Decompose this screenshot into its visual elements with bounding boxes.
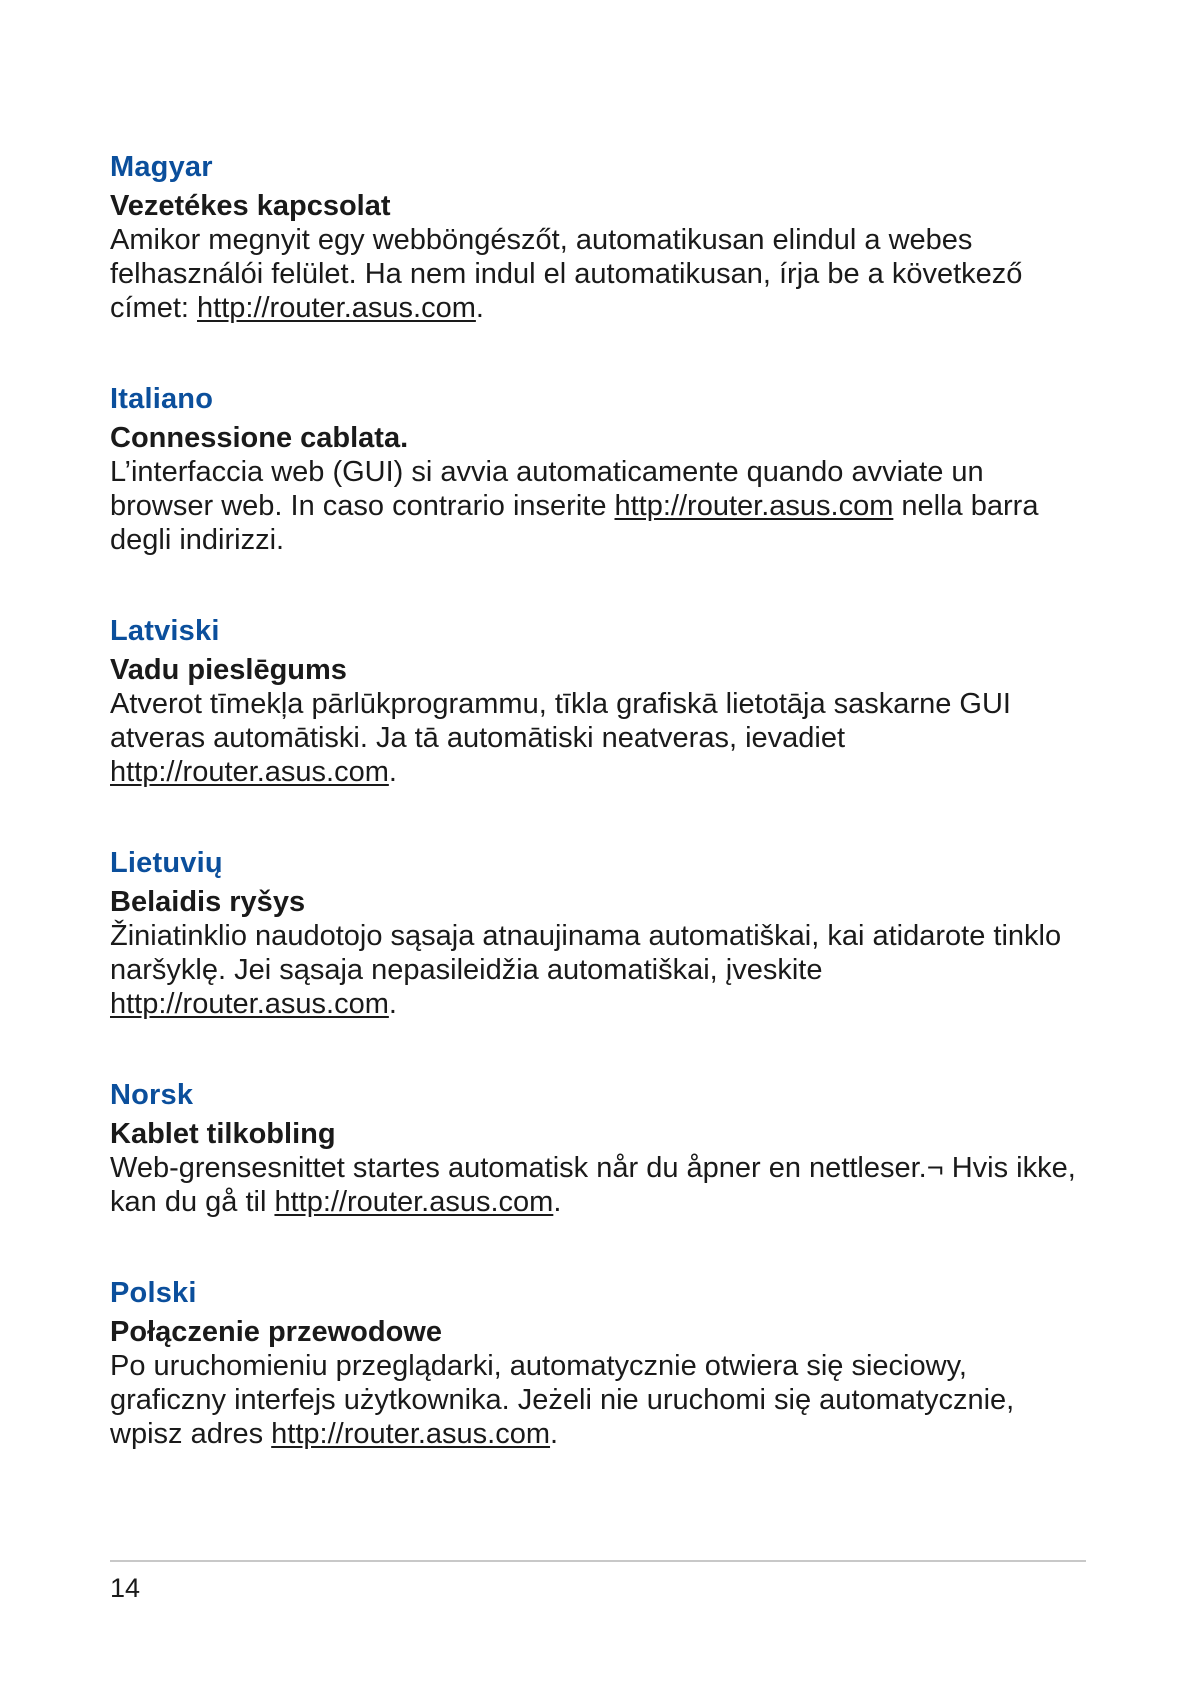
section-polski bbox=[110, 1276, 1090, 1451]
paragraph-text: Atverot tīmekļa pārlūkprogrammu, tīkla grafiskā lietotāja saskarne GUI atveras automātiski. Ja tā automātiski neatveras, ievadiet bbox=[110, 688, 1011, 754]
language-heading: Polski bbox=[110, 1277, 197, 1309]
section-norsk bbox=[110, 1078, 1090, 1219]
paragraph-text-end: nella barra degli indirizzi. bbox=[110, 490, 1039, 556]
section-paragraph bbox=[110, 1151, 1090, 1219]
router-url-link[interactable]: http://router.asus.com bbox=[614, 490, 894, 522]
paragraph-text: L’interfaccia web (GUI) si avvia automaticamente quando avviate un browser web. In caso contrario inserite bbox=[110, 456, 984, 522]
page-number: 14 bbox=[110, 1573, 141, 1603]
paragraph-text-end: . bbox=[550, 1418, 559, 1450]
section-paragraph bbox=[110, 455, 1090, 557]
paragraph-text: Web-grensesnittet startes automatisk når du åpner en nettleser.¬ Hvis ikke, kan du gå til bbox=[110, 1152, 1076, 1218]
section-magyar bbox=[110, 150, 1090, 325]
language-heading: Lietuvių bbox=[110, 847, 223, 879]
paragraph-text-end: . bbox=[388, 756, 397, 788]
section-lietuviu bbox=[110, 846, 1090, 1021]
section-subheading: Vezetékes kapcsolat bbox=[110, 190, 391, 222]
router-url-link[interactable]: http://router.asus.com bbox=[271, 1418, 551, 1450]
section-subheading: Kablet tilkobling bbox=[110, 1118, 336, 1150]
paragraph-text: Amikor megnyit egy webböngészőt, automatikusan elindul a webes felhasználói felület. Ha nem indul el automatikusan, írja be a következő címet: bbox=[110, 224, 1023, 324]
language-heading: Norsk bbox=[110, 1079, 194, 1111]
paragraph-text: Žiniatinklio naudotojo sąsaja atnaujinama automatiškai, kai atidarote tinklo naršyklę. Jei sąsaja nepasileidžia automatiškai, įveskite bbox=[110, 920, 1062, 986]
section-subheading: Connessione cablata. bbox=[110, 422, 409, 454]
paragraph-text: Po uruchomieniu przeglądarki, automatycznie otwiera się sieciowy, graficzny interfejs użytkownika. Jeżeli nie uruchomi się automatycznie, wpisz adres bbox=[110, 1350, 1015, 1450]
paragraph-text-end: . bbox=[475, 292, 484, 324]
footer-divider bbox=[110, 1560, 1086, 1562]
section-paragraph bbox=[110, 687, 1090, 789]
router-url-link[interactable]: http://router.asus.com bbox=[197, 292, 476, 324]
router-url-link[interactable]: http://router.asus.com bbox=[110, 756, 389, 788]
section-subheading: Połączenie przewodowe bbox=[110, 1316, 442, 1348]
section-latviski bbox=[110, 614, 1090, 789]
section-paragraph bbox=[110, 223, 1090, 325]
paragraph-text-end: . bbox=[388, 988, 397, 1020]
language-heading: Latviski bbox=[110, 615, 220, 647]
section-paragraph bbox=[110, 1349, 1090, 1451]
section-subheading: Vadu pieslēgums bbox=[110, 654, 347, 686]
router-url-link[interactable]: http://router.asus.com bbox=[274, 1186, 554, 1218]
section-subheading: Belaidis ryšys bbox=[110, 886, 306, 918]
section-paragraph bbox=[110, 919, 1090, 1021]
section-italiano bbox=[110, 382, 1090, 557]
paragraph-text-end: . bbox=[553, 1186, 562, 1218]
language-heading: Magyar bbox=[110, 151, 213, 183]
router-url-link[interactable]: http://router.asus.com bbox=[110, 988, 389, 1020]
language-heading: Italiano bbox=[110, 383, 214, 415]
document-page bbox=[110, 150, 1090, 1508]
